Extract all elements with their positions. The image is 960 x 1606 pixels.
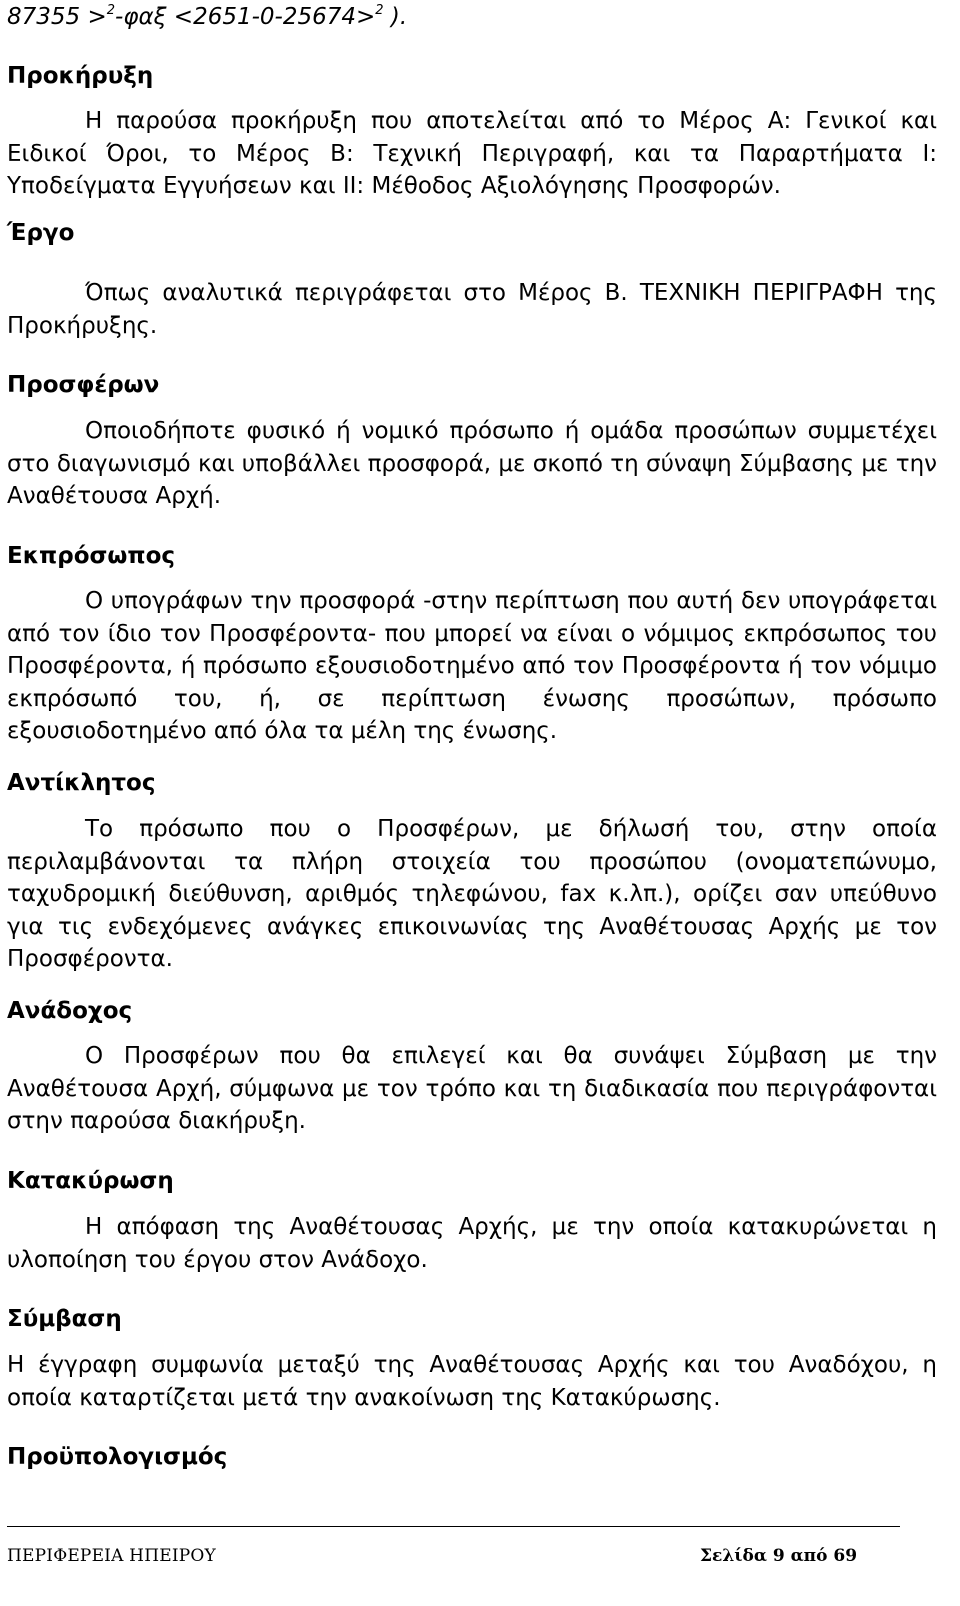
paragraph-prosferon xyxy=(7,415,937,513)
heading-prosferon: Προσφέρων xyxy=(7,372,160,398)
heading-katakyrosi: Κατακύρωση xyxy=(7,1168,174,1194)
contact-sup-2: 2 xyxy=(375,3,384,18)
paragraph-ekprosopos-text: Ο υπογράφων την προσφορά -στην περίπτωση που αυτή δεν υπογράφεται από τον ίδιο τον Προσφέροντα- που μπορεί να είναι ο νόμιμος εκπρόσωπος του Προσφέροντα, ή πρόσωπο εξουσιοδοτημένο από τον Προσφέροντα ή τον νόμιμο εκπρόσωπό του, ή, σε περίπτωση ένωσης προσώπων, πρόσωπο εξουσιοδοτημένο από όλα τα μέλη της ένωσης. xyxy=(7,588,937,744)
footer-page-number: Σελίδα 9 από 69 xyxy=(700,1546,858,1566)
paragraph-prokiryxi xyxy=(7,105,937,203)
paragraph-katakyrosi xyxy=(7,1211,937,1276)
contact-prefix: 87355 > xyxy=(7,4,107,30)
contact-line xyxy=(7,0,407,34)
paragraph-ergo-text: Όπως αναλυτικά περιγράφεται στο Μέρος Β. ΤΕΧΝΙΚΗ ΠΕΡΙΓΡΑΦΗ της Προκήρυξης. xyxy=(7,280,937,339)
contact-middle: -φαξ <2651-0-25674> xyxy=(115,4,376,30)
paragraph-anadochos xyxy=(7,1040,937,1138)
paragraph-prosferon-text: Οποιοδήποτε φυσικό ή νομικό πρόσωπο ή ομάδα προσώπων συμμετέχει στο διαγωνισμό και υποβάλλει προσφορά, με σκοπό τη σύναψη Σύμβασης με την Αναθέτουσα Αρχή. xyxy=(7,418,937,509)
paragraph-prokiryxi-text: Η παρούσα προκήρυξη που αποτελείται από το Μέρος Α: Γενικοί και Ειδικοί Όροι, το Μέρος Β: Τεχνική Περιγραφή, και τα Παραρτήματα Ι: Υποδείγματα Εγγυήσεων και ΙΙ: Μέθοδος Αξιολόγησης Προσφορών. xyxy=(7,108,937,199)
paragraph-antikletos xyxy=(7,813,937,976)
paragraph-antikletos-text: Το πρόσωπο που ο Προσφέρων, με δήλωσή του, στην οποία περιλαμβάνονται τα πλήρη στοιχεία του προσώπου (ονοματεπώνυμο, ταχυδρομική διεύθυνση, αριθμός τηλεφώνου, fax κ.λπ.), ορίζει σαν υπεύθυνο για τις ενδεχόμενες ανάγκες επικοινωνίας της Αναθέτουσας Αρχής με τον Προσφέροντα. xyxy=(7,816,937,972)
contact-suffix: ). xyxy=(383,4,408,30)
paragraph-katakyrosi-text: Η απόφαση της Αναθέτουσας Αρχής, με την οποία κατακυρώνεται η υλοποίηση του έργου στον Ανάδοχο. xyxy=(7,1214,937,1273)
paragraph-symvasi xyxy=(7,1349,937,1414)
footer-organization: ΠΕΡΙΦΕΡΕΙΑ ΗΠΕΙΡΟΥ xyxy=(7,1546,216,1566)
heading-anadochos: Ανάδοχος xyxy=(7,998,133,1024)
heading-ekprosopos: Εκπρόσωπος xyxy=(7,543,176,569)
paragraph-anadochos-text: Ο Προσφέρων που θα επιλεγεί και θα συνάψει Σύμβαση με την Αναθέτουσα Αρχή, σύμφωνα με τον τρόπο και τη διαδικασία που περιγράφονται στην παρούσα διακήρυξη. xyxy=(7,1043,937,1134)
footer-divider xyxy=(7,1526,900,1527)
paragraph-ergo xyxy=(7,277,937,342)
heading-proypologismos: Προϋπολογισμός xyxy=(7,1444,228,1470)
heading-antikletos: Αντίκλητος xyxy=(7,770,156,796)
paragraph-symvasi-text: Η έγγραφη συμφωνία μεταξύ της Αναθέτουσας Αρχής και του Αναδόχου, η οποία καταρτίζεται μετά την ανακοίνωση της Κατακύρωσης. xyxy=(7,1352,937,1411)
heading-prokiryxi: Προκήρυξη xyxy=(7,63,154,89)
heading-symvasi: Σύμβαση xyxy=(7,1306,122,1332)
heading-ergo: Έργο xyxy=(7,220,75,246)
paragraph-ekprosopos xyxy=(7,585,937,748)
contact-sup-1: 2 xyxy=(106,3,116,18)
